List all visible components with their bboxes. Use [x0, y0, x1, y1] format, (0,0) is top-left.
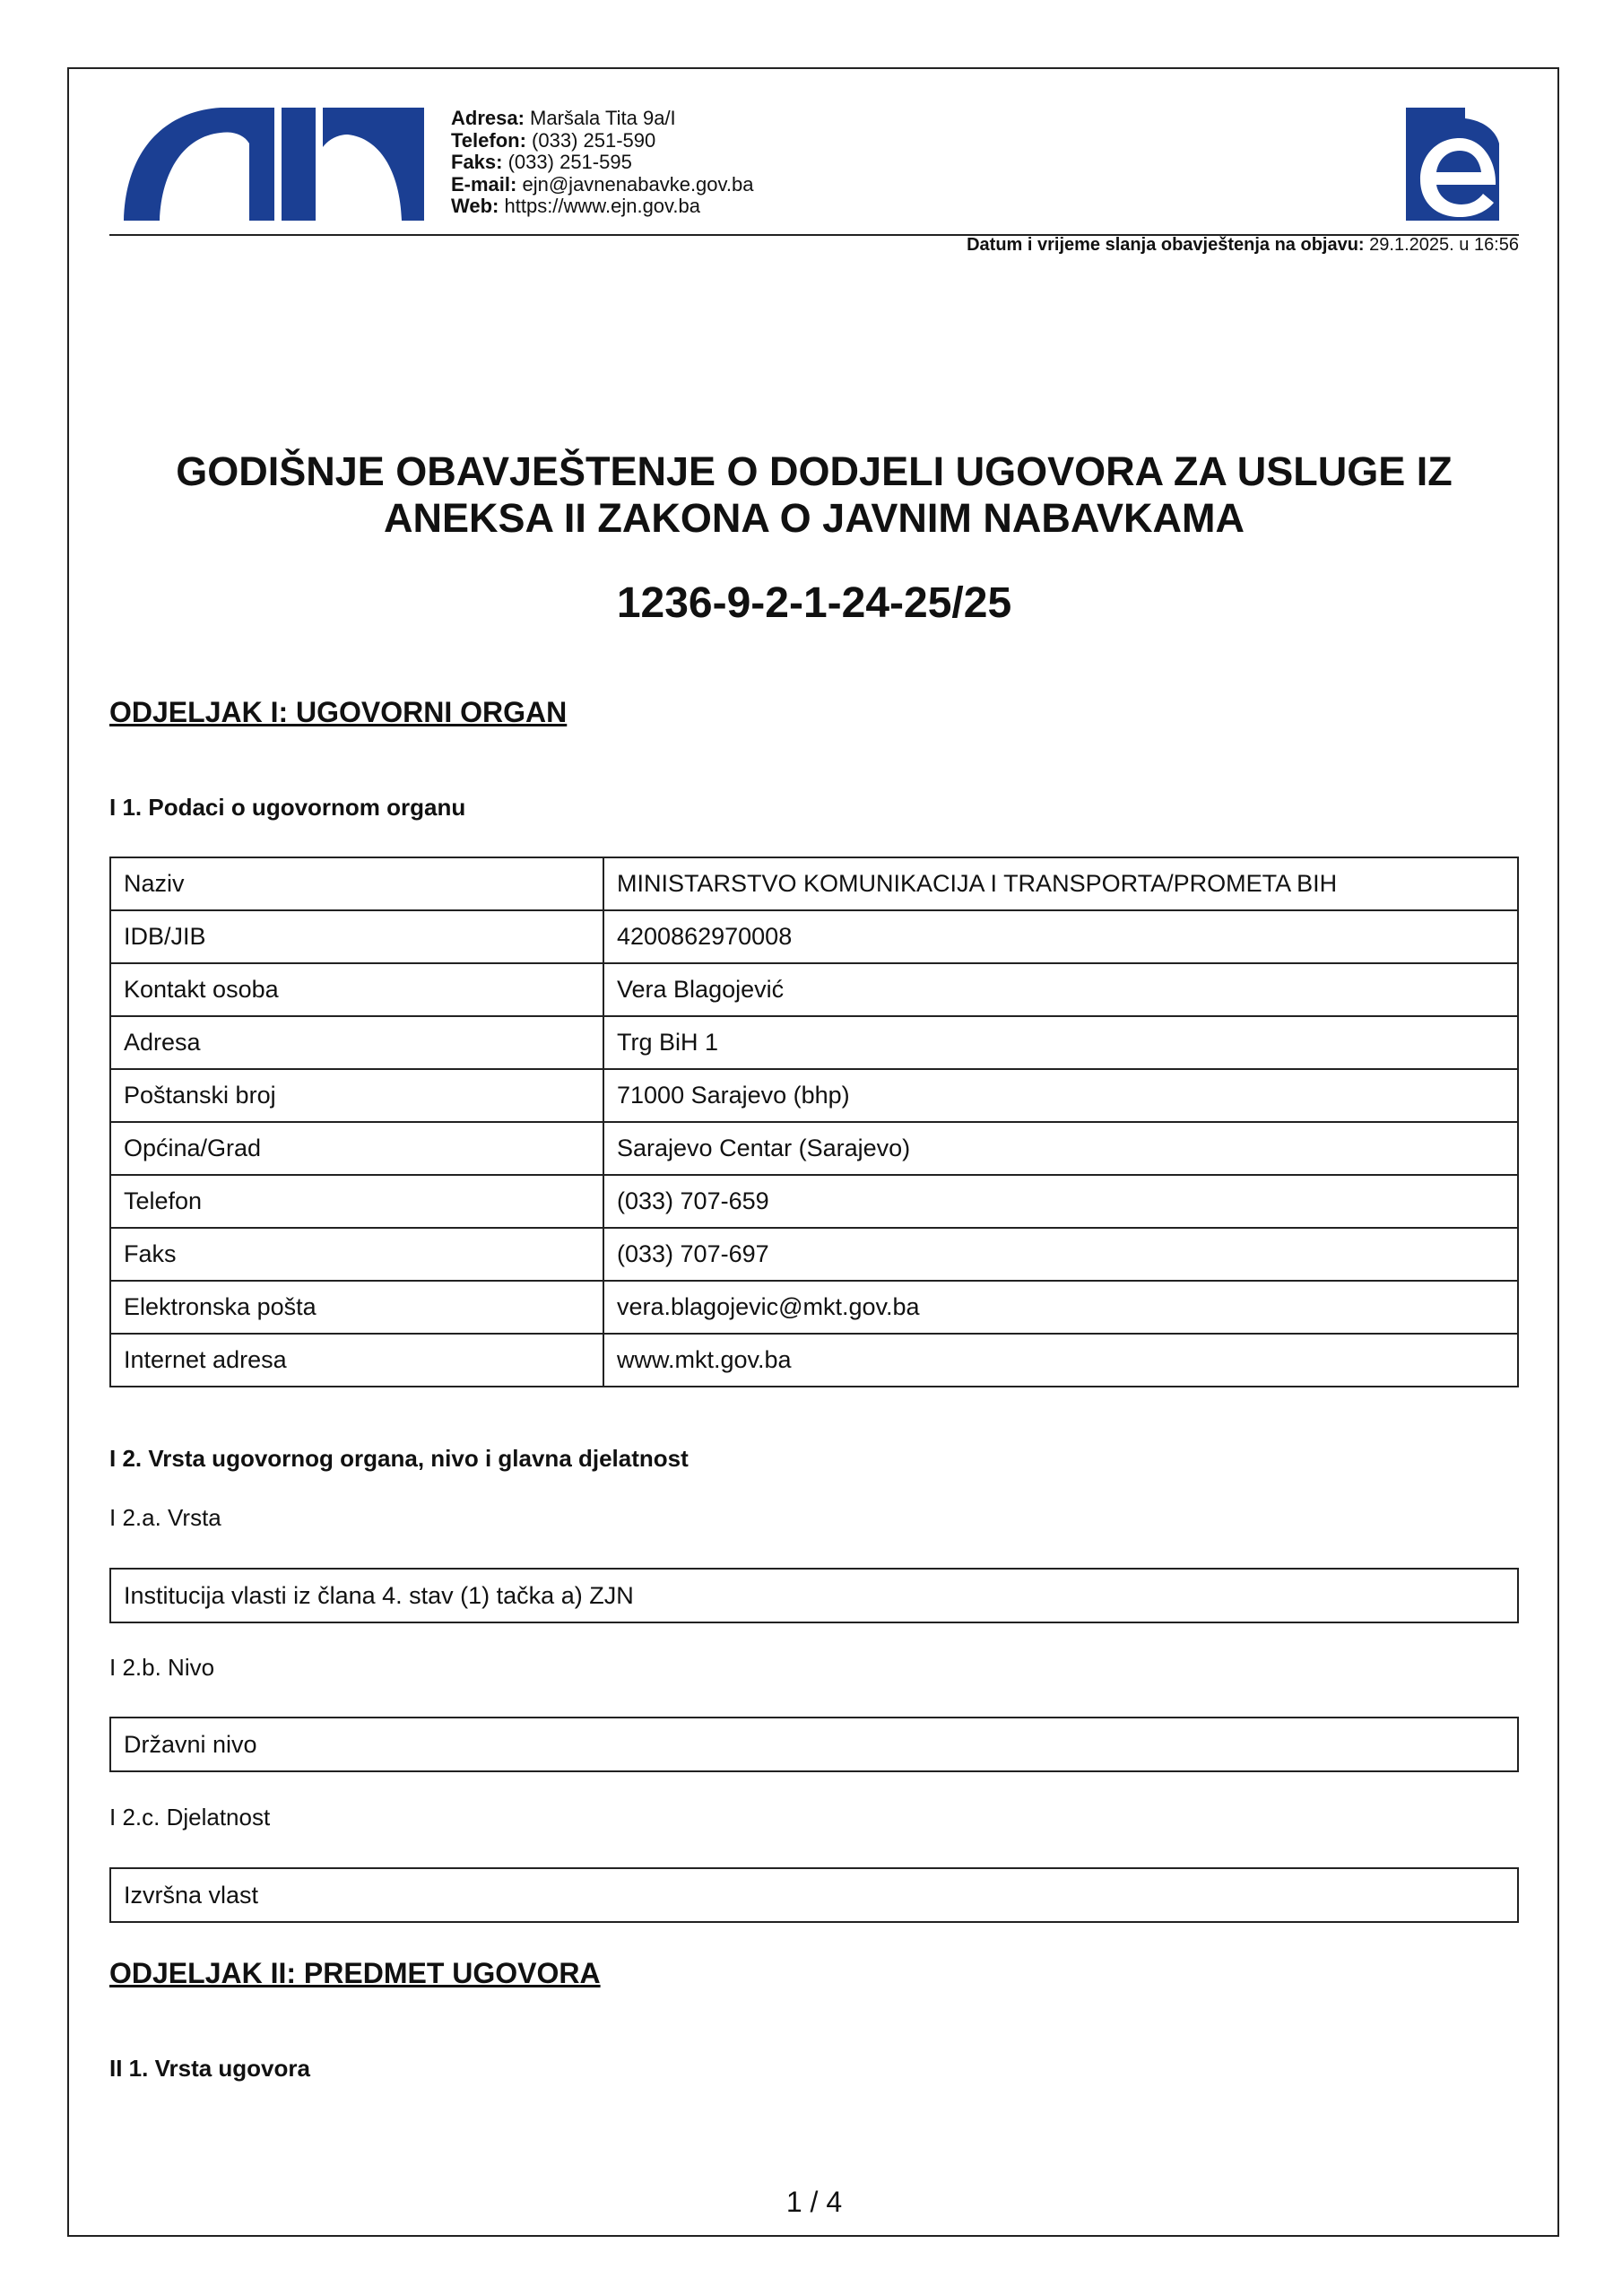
row-value: Sarajevo Centar (Sarajevo): [603, 1122, 1518, 1175]
page-number: 1 / 4: [785, 2186, 843, 2218]
row-label: Telefon: [110, 1175, 603, 1228]
row-value: Trg BiH 1: [603, 1016, 1518, 1069]
document-title-line1: GODIŠNJE OBAVJEŠTENJE O DODJELI UGOVORA ZA USLUGE IZ: [176, 448, 1453, 494]
type-label: I 2.a. Vrsta: [109, 1504, 221, 1531]
level-value-box: Državni nivo: [109, 1717, 1519, 1772]
document-number: 1236-9-2-1-24-25/25: [616, 579, 1012, 627]
odjn-logo-icon: [124, 108, 424, 221]
row-label: Elektronska pošta: [110, 1281, 603, 1334]
section-1-title: ODJELJAK I: UGOVORNI ORGAN: [109, 696, 568, 728]
table-row: [110, 1016, 1518, 1069]
phone-value: (033) 251-590: [532, 128, 656, 152]
table-row: [110, 857, 1518, 910]
table-row: [110, 1175, 1518, 1228]
row-label: Internet adresa: [110, 1334, 603, 1387]
row-label: Faks: [110, 1228, 603, 1281]
email-label: E-mail:: [451, 172, 517, 196]
web-label: Web:: [451, 195, 499, 217]
table-row: [110, 1122, 1518, 1175]
row-label: Adresa: [110, 1016, 603, 1069]
section-2-title: ODJELJAK II: PREDMET UGOVORA: [109, 1957, 601, 1989]
activity-value-box: Izvršna vlast: [109, 1867, 1519, 1923]
subsection-1-2-title: I 2. Vrsta ugovornog organa, nivo i glavna djelatnost: [109, 1445, 689, 1472]
table-row: [110, 1281, 1518, 1334]
row-label: Kontakt osoba: [110, 963, 603, 1016]
row-value: Vera Blagojević: [603, 963, 1518, 1016]
row-value: MINISTARSTVO KOMUNIKACIJA I TRANSPORTA/PROMETA BIH: [603, 857, 1518, 910]
subsection-2-1-title: II 1. Vrsta ugovora: [109, 2055, 310, 2082]
contracting-authority-table: [109, 857, 1519, 1387]
table-row: [110, 963, 1518, 1016]
address-value: Maršala Tita 9a/I: [530, 107, 676, 129]
table-row: [110, 1069, 1518, 1122]
row-value: (033) 707-697: [603, 1228, 1518, 1281]
ejn-logo-icon: [1406, 108, 1519, 221]
fax-label: Faks:: [451, 151, 503, 173]
phone-label: Telefon:: [451, 128, 526, 152]
row-value: (033) 707-659: [603, 1175, 1518, 1228]
type-value-box: Institucija vlasti iz člana 4. stav (1) tačka a) ZJN: [109, 1568, 1519, 1623]
agency-contact: [451, 108, 753, 218]
send-date-value: 29.1.2025. u 16:56: [1369, 235, 1519, 255]
row-value: 4200862970008: [603, 910, 1518, 963]
row-label: Općina/Grad: [110, 1122, 603, 1175]
table-row: [110, 910, 1518, 963]
document-title: [109, 448, 1519, 542]
table-row: [110, 1228, 1518, 1281]
address-label: Adresa:: [451, 107, 525, 129]
send-date-label: Datum i vrijeme slanja obavještenja na objavu:: [967, 235, 1365, 255]
row-label: Poštanski broj: [110, 1069, 603, 1122]
fax-value: (033) 251-595: [507, 151, 632, 173]
row-label: Naziv: [110, 857, 603, 910]
subsection-1-1-title: I 1. Podaci o ugovornom organu: [109, 794, 466, 821]
send-date: [967, 234, 1519, 256]
table-row: [110, 1334, 1518, 1387]
level-label: I 2.b. Nivo: [109, 1654, 215, 1681]
web-value[interactable]: https://www.ejn.gov.ba: [504, 195, 700, 217]
row-label: IDB/JIB: [110, 910, 603, 963]
row-value[interactable]: vera.blagojevic@mkt.gov.ba: [603, 1281, 1518, 1334]
row-value[interactable]: www.mkt.gov.ba: [603, 1334, 1518, 1387]
activity-label: I 2.c. Djelatnost: [109, 1804, 271, 1831]
document-title-line2: ANEKSA II ZAKONA O JAVNIM NABAVKAMA: [383, 495, 1245, 541]
email-value[interactable]: ejn@javnenabavke.gov.ba: [522, 172, 754, 196]
row-value: 71000 Sarajevo (bhp): [603, 1069, 1518, 1122]
